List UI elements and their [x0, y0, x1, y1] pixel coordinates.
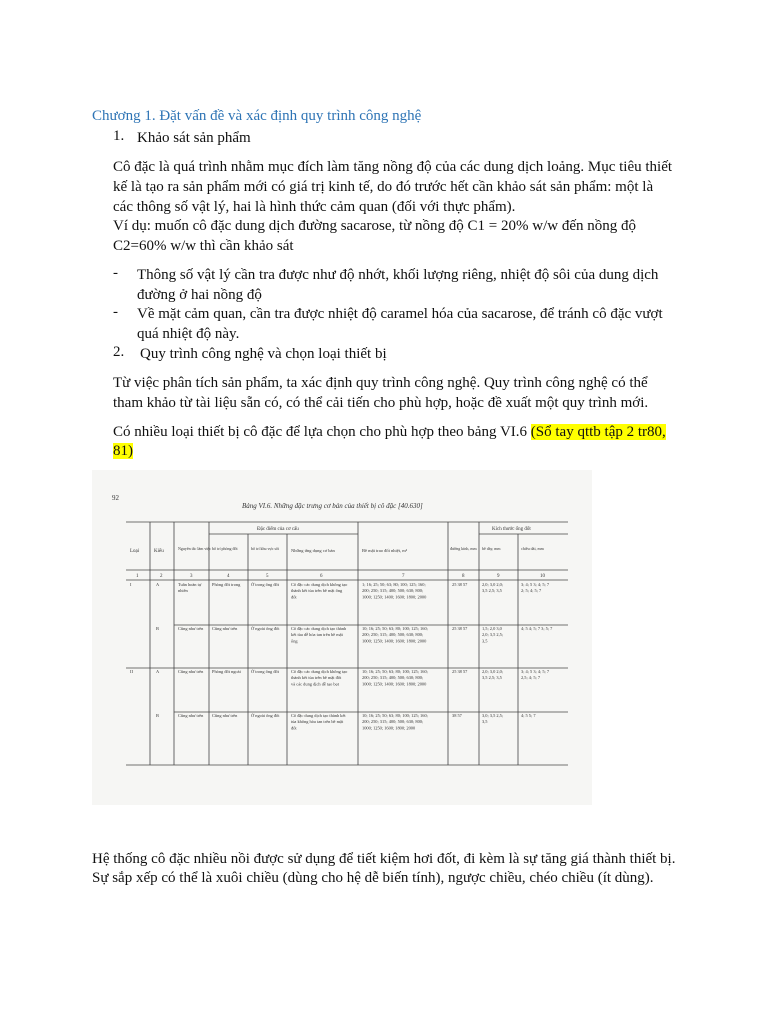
table-cell-c3: Cũng như trên [178, 713, 204, 718]
col-number: 8 [462, 574, 465, 579]
header-ung-dung: Những ứng dụng cơ bản [291, 548, 335, 553]
col-number: 3 [190, 574, 193, 579]
text-line: Hệ thống cô đặc nhiều nồi được sử dụng để tiết kiệm hơi đốt, đi kèm là sự tăng giá thành thiết bị. [92, 851, 676, 867]
section-2-number: 2. [113, 344, 125, 360]
table-rows [130, 582, 553, 730]
col-number: 4 [227, 574, 230, 579]
text-line: Sự sắp xếp có thể là xuôi chiều (dùng cho hệ dễ biến tính), ngược chiều, chéo chiều (ít dùng). [92, 870, 654, 886]
table-cell-c4: Phòng đốt ngoài [212, 669, 241, 674]
section-1-title: Khảo sát sản phẩm [137, 130, 251, 146]
table-cell-c7: 10; 16; 25; 50; 63; 80; 100; 125; 160; 200; 250; 315; 400; 500; 630; 800; 1000; 1250; 1600; 1800; 2000 [362, 713, 428, 731]
table-cell-c10: 3; 4; 5 3; 4; 5; 7 2; 5; 4; 5; 7 [521, 582, 550, 594]
table-cell-kieu: A [156, 669, 160, 674]
table-cell-c8: 25 38 57 [452, 669, 468, 674]
header-be-mat: Bề mặt trao đổi nhiệt, m² [362, 548, 408, 553]
table-cell-c3: Cũng như trên [178, 626, 204, 631]
table-cell-loai: II [130, 669, 133, 674]
table-cell-c3: Tuần hoàn tự nhiên [178, 582, 202, 594]
column-numbers [136, 574, 546, 579]
col-number: 6 [320, 574, 323, 579]
col-number: 1 [136, 574, 139, 579]
table-cell-c5: Ở trong ống đốt [251, 669, 279, 674]
table-cell-c10: 4; 5 4; 5; 7 3; 5; 7 [521, 626, 553, 631]
text-line: Ví dụ: muốn cô đặc dung dịch đường sacarose, từ nồng độ C1 = 20% w/w đến nồng độ [113, 218, 636, 234]
table-cell-c7: 10; 16; 25; 50; 63; 80; 100; 125; 160; 200; 250; 315; 400; 500; 630; 800; 1000; 1250; 1400; 1600; 1800; 2000 [362, 669, 428, 687]
page-mark: 92 [112, 494, 119, 502]
table-cell-c5: Ở ngoài ống đốt [251, 713, 280, 718]
text-line: Cô đặc là quá trình nhằm mục đích làm tăng nồng độ của các dung dịch loảng. Mục tiêu thiết [113, 159, 673, 175]
table-cell-c6: Cô đặc dung dịch tạo thành kết tủa không hòa tan trên bề mặt đốt [291, 713, 346, 731]
scanned-table-image [92, 470, 592, 805]
text-line: tham khảo từ tài liệu sẵn có, có thể cải tiến cho phù hợp, hoặc đề xuất một quy trình mới. [113, 395, 649, 411]
text-line [113, 422, 666, 442]
table-cell-c8: 25 38 57 [452, 582, 468, 587]
bullet-text: quá nhiệt độ này. [137, 326, 240, 342]
text-line [113, 441, 133, 461]
bullet-dash: - [113, 304, 118, 320]
col-number: 7 [402, 574, 405, 579]
highlighted-reference: (Sổ tay qttb tập 2 tr80, [530, 424, 666, 440]
table-cell-c9: 2,0; 3,0 2,0; 3,5 2,5; 3,5 [482, 669, 504, 681]
header-chieu-dai: chiều dài, mm [521, 546, 544, 551]
text-line: kế là tạo ra sản phẩm mới có giá trị kinh tế, do đó trước hết cần khảo sát sản phẩm: một là [113, 179, 654, 195]
table-cell-kieu: A [156, 582, 160, 587]
table-cell-c6: Cô đặc các dung dịch không tạo thành kết tủa trên bề mặt đốt và các dung dịch dễ tạo bọt [291, 669, 348, 687]
text-line: các thông số vật lý, hai là hình thức cảm quan (đối với thực phẩm). [113, 199, 516, 215]
text-line: Từ việc phân tích sản phẩm, ta xác định quy trình công nghệ. Quy trình công nghệ có thể [113, 375, 648, 391]
col-number: 2 [160, 574, 163, 579]
table-cell-c6: Cô đặc các dung dịch không tạo thành kết tủa trên bề mặt ống đốt [291, 582, 348, 600]
col-number: 10 [540, 574, 545, 579]
table-cell-c4: Phòng đốt trong [212, 582, 241, 587]
table-cell-c7: 1; 16; 25; 50; 63; 80; 100; 125; 160; 200; 250; 315; 400; 500; 630; 800; 1000; 1250; 1400; 1600; 1800; 2000 [362, 582, 427, 600]
table-cell-c9: 1,5; 2,0 3,0 2,0; 3,5 2,5; 3,5 [482, 626, 504, 644]
bullet-text: Về mặt cảm quan, cần tra được nhiệt độ caramel hóa của sacarose, để tránh cô đặc vượt [137, 306, 663, 322]
section-2-title: Quy trình công nghệ và chọn loại thiết bị [140, 346, 387, 362]
text-line: C2=60% w/w thì cần khảo sát [113, 238, 294, 254]
text-plain: Có nhiều loại thiết bị cô đặc để lựa chọn cho phù hợp theo bảng VI.6 [113, 424, 531, 440]
table-cell-c5: Ở ngoài ống đốt [251, 626, 280, 631]
table-cell-c4: Cũng như trên [212, 713, 238, 718]
table-header [130, 526, 545, 554]
col-number: 5 [266, 574, 269, 579]
table-caption: Bảng VI.6. Những đặc trưng cơ bản của thiết bị cô đặc [40.630] [242, 502, 423, 510]
header-kieu: Kiểu [154, 549, 164, 554]
bullet-text: Thông số vật lý cần tra được như độ nhớt, khối lượng riêng, nhiệt độ sôi của dung dịch [137, 267, 659, 283]
table-svg [92, 470, 592, 805]
table-cell-c8: 25 38 57 [452, 626, 468, 631]
table-cell-c10: 3; 4; 5 3; 4; 5; 7 2,5; 4; 5; 7 [521, 669, 550, 681]
highlighted-reference: 81) [113, 443, 133, 459]
table-cell-c8: 38 57 [452, 713, 462, 718]
table-cell-loai: I [130, 582, 132, 587]
header-nguyen-tac: Nguyên tắc làm việc [178, 546, 211, 551]
header-bo-tri-khu: bố trí khu vực sôi [251, 546, 280, 551]
section-1-number: 1. [113, 128, 125, 144]
bullet-dash: - [113, 265, 118, 281]
table-cell-kieu: B [156, 713, 159, 718]
table-cell-c3: Cũng như trên [178, 669, 204, 674]
header-loai: Loại [130, 549, 140, 554]
header-group-1: Đặc điểm của cơ cấu [257, 527, 299, 532]
table-grid [126, 522, 568, 765]
table-cell-c10: 4; 5 5; 7 [521, 713, 536, 718]
table-cell-c4: Cũng như trên [212, 626, 238, 631]
table-cell-c9: 3,0; 3,5 2,5; 3,5 [482, 713, 504, 725]
col-number: 9 [497, 574, 500, 579]
table-cell-kieu: B [156, 626, 159, 631]
table-cell-c7: 10; 16; 25; 50; 63; 80; 100; 125; 160; 200; 250; 315; 400; 500; 630; 800; 1000; 1250; 1400; 1600; 1800; 2000 [362, 626, 428, 644]
table-cell-c6: Cô đặc các dung dịch tạo thành kết tủa dễ hòa tan trên bề mặt ống [291, 626, 347, 644]
table-cell-c9: 2,0; 3,0 2,0; 3,5 2,5; 3,5 [482, 582, 504, 594]
header-duong-kinh: đường kính, mm [450, 546, 477, 551]
header-bo-tri: bố trí phòng đốt [212, 546, 238, 551]
header-group-2: Kích thước ống đốt [492, 527, 531, 532]
table-cell-c5: Ở trong ống đốt [251, 582, 279, 587]
chapter-heading: Chương 1. Đặt vấn đề và xác định quy trình công nghệ [92, 108, 422, 124]
header-be-day: bề dày, mm [482, 546, 501, 551]
bullet-text: đường ở hai nồng độ [137, 287, 262, 303]
